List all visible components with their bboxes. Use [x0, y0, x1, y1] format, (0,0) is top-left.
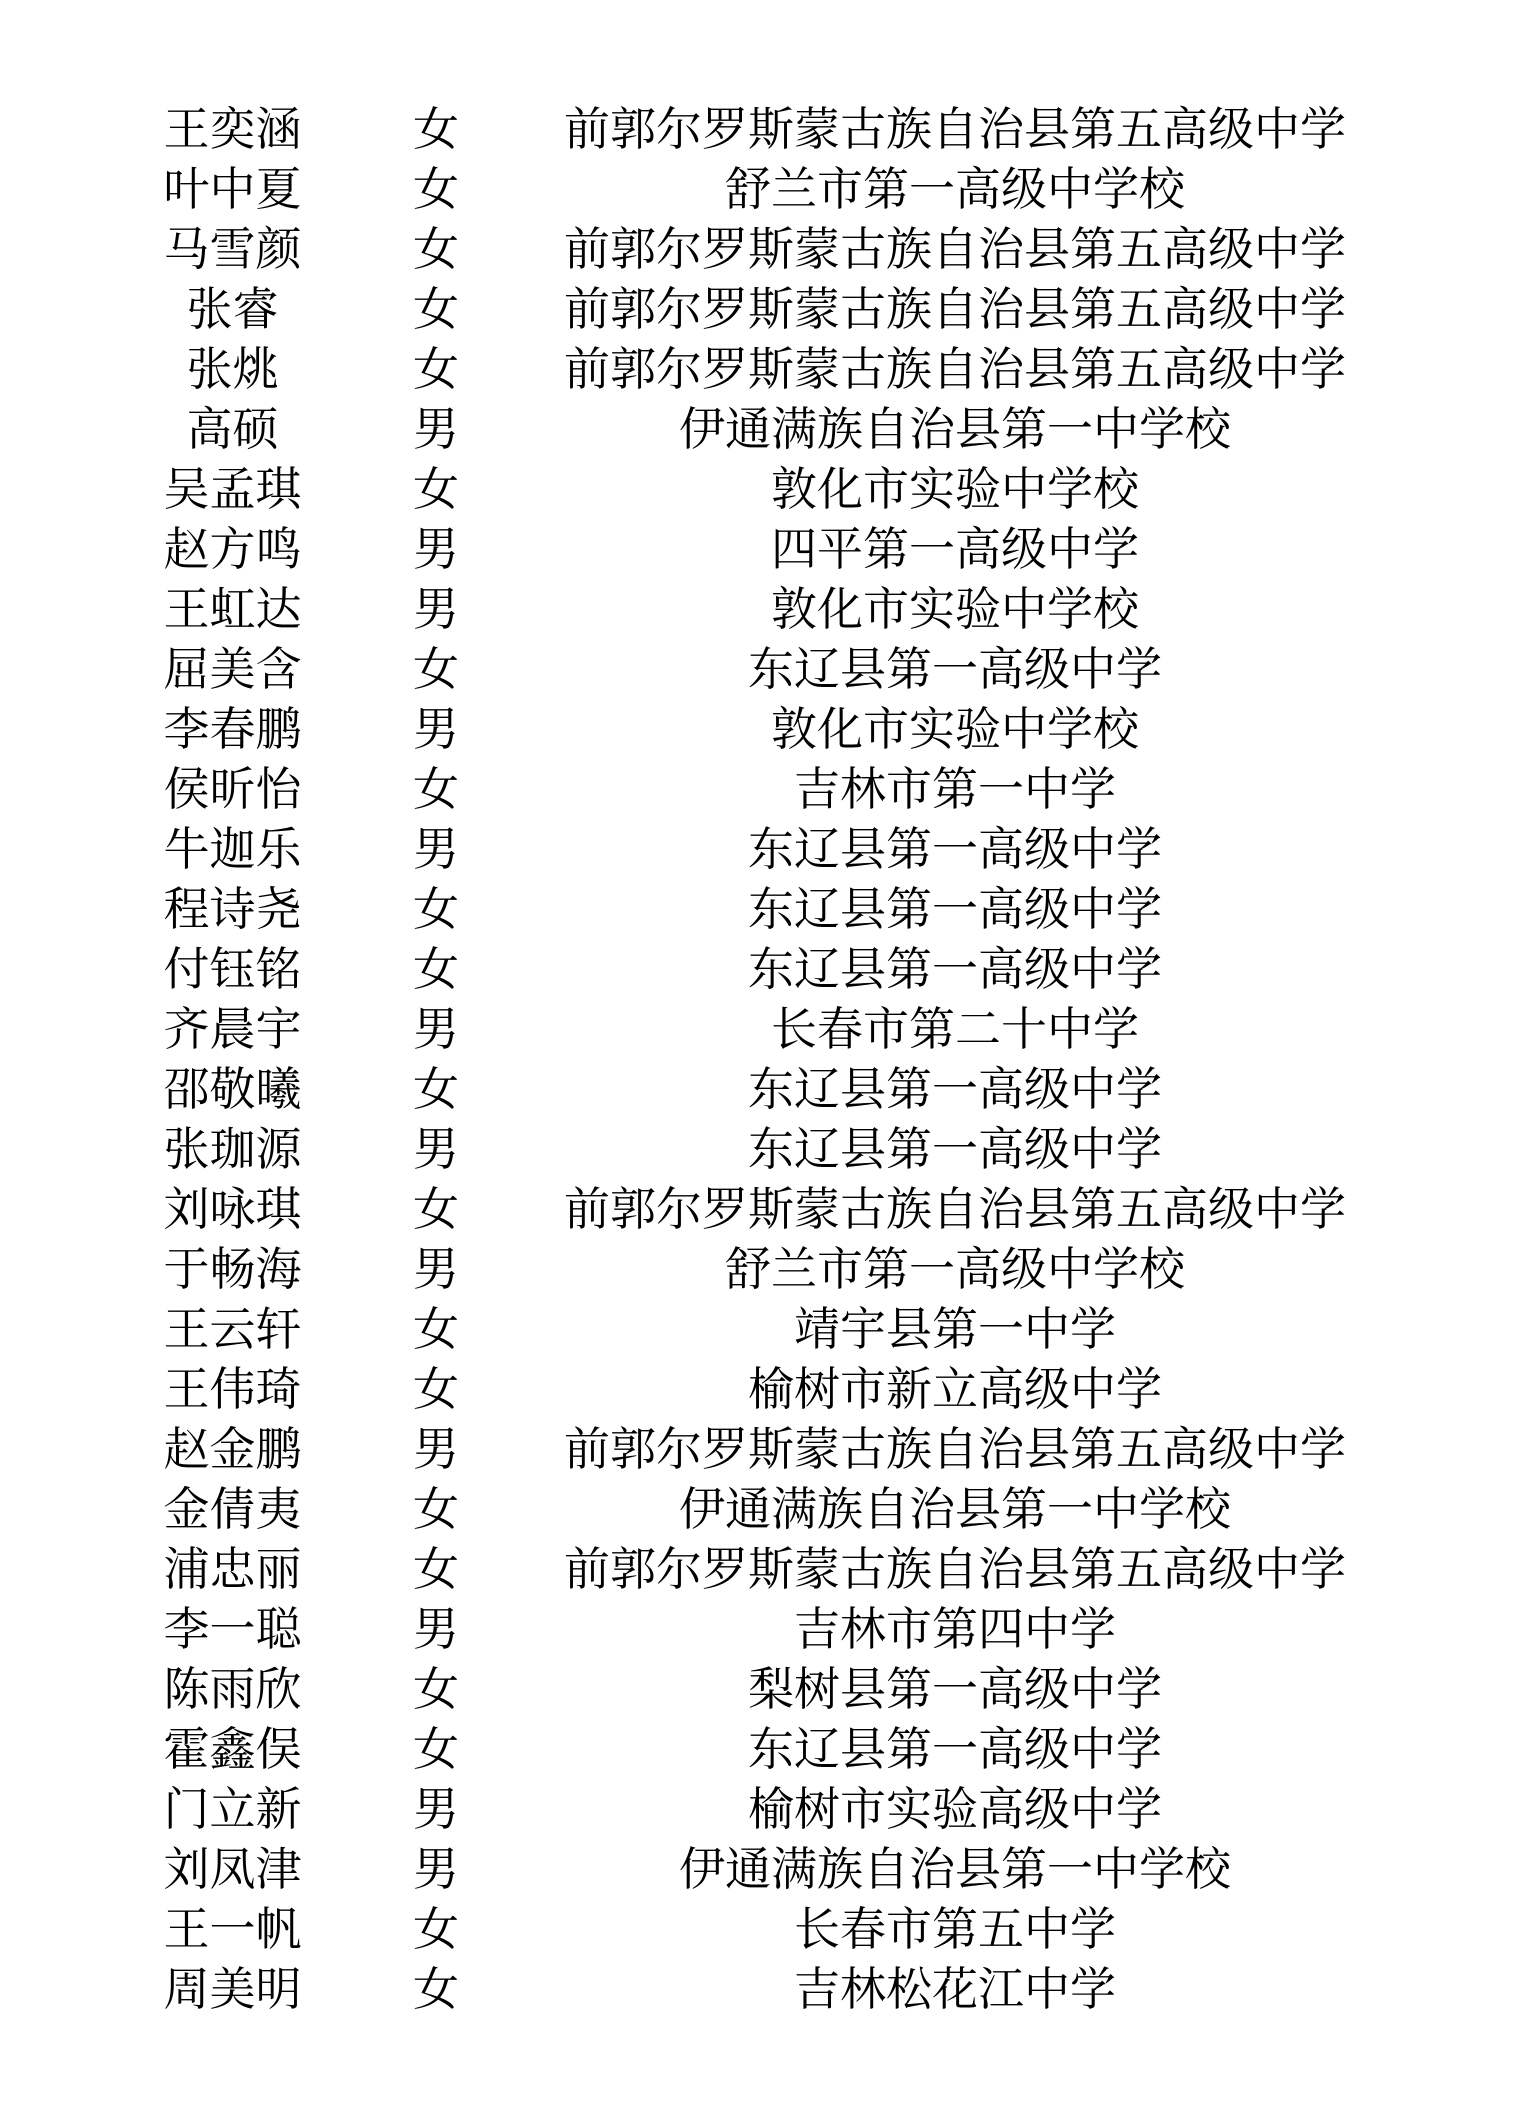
student-school: 伊通满族自治县第一中学校 [679, 1842, 1231, 1896]
student-school: 榆树市新立高级中学 [748, 1362, 1162, 1416]
student-gender: 男 [413, 582, 459, 636]
roster-row [0, 159, 1522, 219]
student-school: 东辽县第一高级中学 [748, 1122, 1162, 1176]
roster-row [0, 519, 1522, 579]
student-name: 王一帆 [163, 1902, 302, 1956]
student-name: 王奕涵 [163, 102, 302, 156]
student-gender: 女 [413, 102, 459, 156]
student-school: 吉林松花江中学 [794, 1962, 1116, 2016]
student-school: 伊通满族自治县第一中学校 [679, 402, 1231, 456]
student-gender: 女 [413, 462, 459, 516]
roster-row [0, 279, 1522, 339]
student-school: 敦化市实验中学校 [771, 582, 1139, 636]
student-school: 敦化市实验中学校 [771, 462, 1139, 516]
student-school: 舒兰市第一高级中学校 [725, 1242, 1185, 1296]
roster-row [0, 999, 1522, 1059]
student-name: 刘凤津 [163, 1842, 302, 1896]
student-school: 吉林市第一中学 [794, 762, 1116, 816]
student-name: 王虹达 [163, 582, 302, 636]
roster-row [0, 1359, 1522, 1419]
roster-row [0, 1599, 1522, 1659]
student-gender: 男 [413, 402, 459, 456]
student-school: 舒兰市第一高级中学校 [725, 162, 1185, 216]
student-gender: 男 [413, 1122, 459, 1176]
roster-row [0, 99, 1522, 159]
student-name: 吴孟琪 [163, 462, 302, 516]
student-school: 东辽县第一高级中学 [748, 642, 1162, 696]
student-school: 东辽县第一高级中学 [748, 1722, 1162, 1776]
student-school: 东辽县第一高级中学 [748, 882, 1162, 936]
roster-row [0, 1239, 1522, 1299]
student-name: 付钰铭 [163, 942, 302, 996]
student-name: 王云轩 [163, 1302, 302, 1356]
roster-row [0, 819, 1522, 879]
student-school: 东辽县第一高级中学 [748, 822, 1162, 876]
student-gender: 女 [413, 222, 459, 276]
roster-row [0, 1539, 1522, 1599]
student-school: 长春市第二十中学 [771, 1002, 1139, 1056]
student-school: 前郭尔罗斯蒙古族自治县第五高级中学 [564, 102, 1346, 156]
student-gender: 男 [413, 702, 459, 756]
student-gender: 女 [413, 882, 459, 936]
roster-row [0, 459, 1522, 519]
student-school: 前郭尔罗斯蒙古族自治县第五高级中学 [564, 282, 1346, 336]
roster-row [0, 1299, 1522, 1359]
student-name: 侯昕怡 [163, 762, 302, 816]
roster-row [0, 1839, 1522, 1899]
student-school: 前郭尔罗斯蒙古族自治县第五高级中学 [564, 1422, 1346, 1476]
student-name: 刘咏琪 [163, 1182, 302, 1236]
roster-row [0, 1119, 1522, 1179]
student-name: 牛迦乐 [163, 822, 302, 876]
student-name: 门立新 [163, 1782, 302, 1836]
student-name: 程诗尧 [163, 882, 302, 936]
student-gender: 女 [413, 1662, 459, 1716]
student-school: 伊通满族自治县第一中学校 [679, 1482, 1231, 1536]
student-name: 屈美含 [163, 642, 302, 696]
student-gender: 男 [413, 522, 459, 576]
student-gender: 男 [413, 1002, 459, 1056]
student-name: 霍鑫俣 [163, 1722, 302, 1776]
student-gender: 女 [413, 1542, 459, 1596]
roster-row [0, 879, 1522, 939]
roster-row [0, 1899, 1522, 1959]
student-gender: 女 [413, 1062, 459, 1116]
roster-row [0, 1479, 1522, 1539]
roster-row [0, 339, 1522, 399]
roster-row [0, 579, 1522, 639]
roster-row [0, 699, 1522, 759]
student-gender: 女 [413, 1962, 459, 2016]
roster-row [0, 1179, 1522, 1239]
student-gender: 男 [413, 822, 459, 876]
student-name: 李春鹏 [163, 702, 302, 756]
roster-row [0, 1659, 1522, 1719]
student-gender: 男 [413, 1602, 459, 1656]
student-gender: 女 [413, 162, 459, 216]
student-name: 高硕 [186, 402, 279, 456]
student-school: 长春市第五中学 [794, 1902, 1116, 1956]
roster-row [0, 219, 1522, 279]
student-gender: 女 [413, 1722, 459, 1776]
student-gender: 男 [413, 1842, 459, 1896]
student-school: 靖宇县第一中学 [794, 1302, 1116, 1356]
student-school: 前郭尔罗斯蒙古族自治县第五高级中学 [564, 222, 1346, 276]
student-name: 马雪颜 [163, 222, 302, 276]
student-gender: 女 [413, 1362, 459, 1416]
student-name: 邵敬曦 [163, 1062, 302, 1116]
student-name: 周美明 [163, 1962, 302, 2016]
student-school: 东辽县第一高级中学 [748, 1062, 1162, 1116]
roster-row [0, 1059, 1522, 1119]
student-name: 张珈源 [163, 1122, 302, 1176]
roster-row [0, 399, 1522, 459]
roster-row [0, 759, 1522, 819]
roster-row [0, 1419, 1522, 1479]
student-school: 吉林市第四中学 [794, 1602, 1116, 1656]
student-gender: 女 [413, 642, 459, 696]
roster-row [0, 1779, 1522, 1839]
student-name: 金倩夷 [163, 1482, 302, 1536]
student-gender: 女 [413, 1182, 459, 1236]
student-gender: 男 [413, 1782, 459, 1836]
roster-row [0, 1959, 1522, 2019]
student-gender: 女 [413, 1482, 459, 1536]
student-name: 齐晨宇 [163, 1002, 302, 1056]
student-name: 王伟琦 [163, 1362, 302, 1416]
student-school: 前郭尔罗斯蒙古族自治县第五高级中学 [564, 1542, 1346, 1596]
student-gender: 女 [413, 282, 459, 336]
roster-row [0, 639, 1522, 699]
student-name: 浦忠丽 [163, 1542, 302, 1596]
student-name: 张烑 [186, 342, 279, 396]
student-gender: 女 [413, 942, 459, 996]
student-school: 前郭尔罗斯蒙古族自治县第五高级中学 [564, 1182, 1346, 1236]
student-roster [0, 99, 1522, 2019]
roster-row [0, 939, 1522, 999]
student-gender: 女 [413, 1302, 459, 1356]
student-school: 四平第一高级中学 [771, 522, 1139, 576]
student-name: 赵金鹏 [163, 1422, 302, 1476]
student-gender: 女 [413, 762, 459, 816]
student-gender: 女 [413, 1902, 459, 1956]
student-name: 张睿 [186, 282, 279, 336]
student-school: 前郭尔罗斯蒙古族自治县第五高级中学 [564, 342, 1346, 396]
student-gender: 男 [413, 1242, 459, 1296]
student-school: 敦化市实验中学校 [771, 702, 1139, 756]
roster-row [0, 1719, 1522, 1779]
student-name: 陈雨欣 [163, 1662, 302, 1716]
student-name: 李一聪 [163, 1602, 302, 1656]
student-school: 榆树市实验高级中学 [748, 1782, 1162, 1836]
student-name: 赵方鸣 [163, 522, 302, 576]
student-gender: 女 [413, 342, 459, 396]
student-name: 于畅海 [163, 1242, 302, 1296]
student-gender: 男 [413, 1422, 459, 1476]
student-school: 东辽县第一高级中学 [748, 942, 1162, 996]
student-name: 叶中夏 [163, 162, 302, 216]
student-school: 梨树县第一高级中学 [748, 1662, 1162, 1716]
